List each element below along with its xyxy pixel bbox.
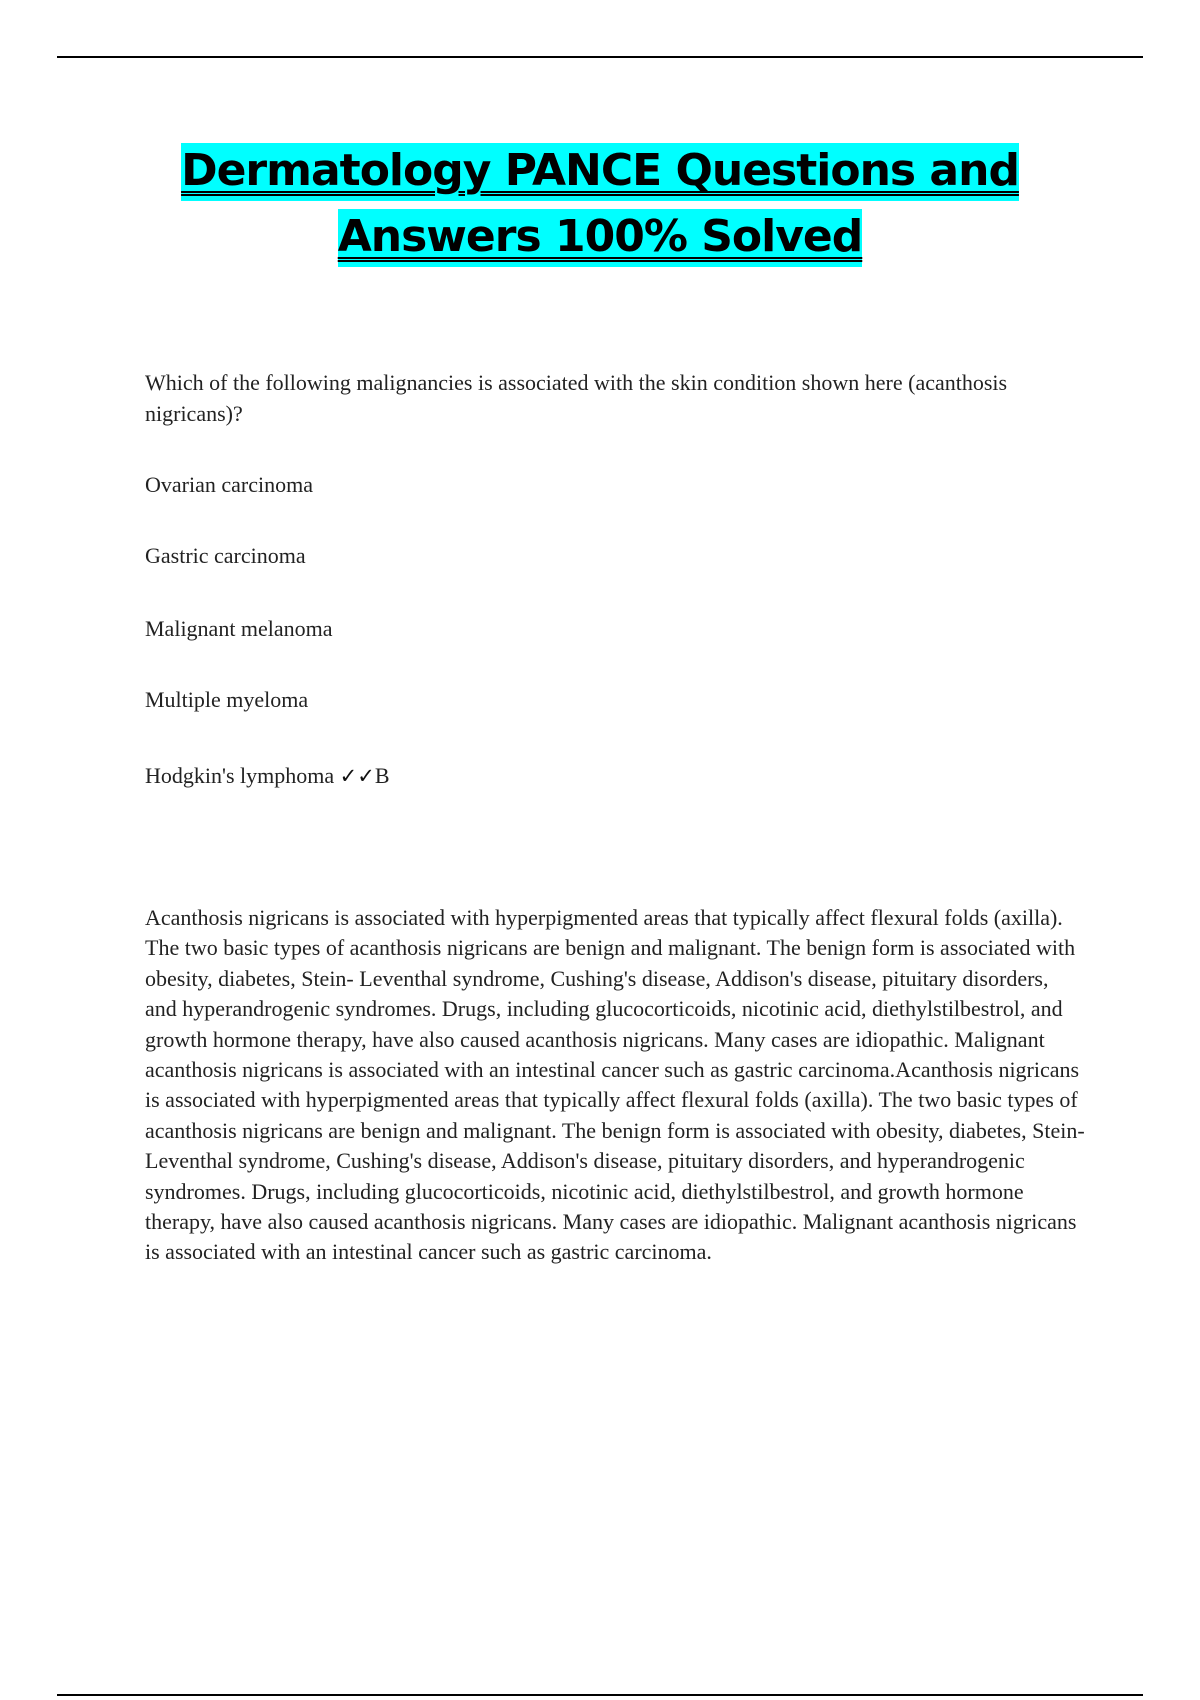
title-line-1: Dermatology PANCE Questions and <box>181 143 1019 201</box>
double-check-icon: ✓✓ <box>339 764 375 788</box>
option-hodgkins-lymphoma-label: Hodgkin's lymphoma <box>145 763 335 788</box>
answer-letter: B <box>374 763 390 788</box>
option-ovarian-carcinoma: Ovarian carcinoma <box>145 472 313 497</box>
option-hodgkins-lymphoma <box>145 760 1080 792</box>
bottom-rule <box>57 1694 1143 1696</box>
title-line-2: Answers 100% Solved <box>338 209 863 267</box>
option-gastric-carcinoma: Gastric carcinoma <box>145 543 306 568</box>
document-title <box>0 138 1200 270</box>
top-rule <box>57 56 1143 58</box>
option-malignant-melanoma: Malignant melanoma <box>145 616 333 641</box>
question-text: Which of the following malignancies is associated with the skin condition shown here (acanthosis nigricans)? <box>145 370 1008 426</box>
answer-explanation: Acanthosis nigricans is associated with hyperpigmented areas that typically affect flexural folds (axilla). The two basic types of acanthosis nigricans are benign and malignant. The benign form is associated with obesity, diabetes, Stein- Leventhal syndrome, Cushing's disease, Addison's disease, pituitary disorders, and hyperandrogenic syndromes. Drugs, including glucocorticoids, nicotinic acid, diethylstilbestrol, and growth hormone therapy, have also caused acanthosis nigricans. Many cases are idiopathic. Malignant acanthosis nigricans is associated with an intestinal cancer such as gastric carcinoma.Acanthosis nigricans is associated with hyperpigmented areas that typically affect flexural folds (axilla). The two basic types of acanthosis nigricans are benign and malignant. The benign form is associated with obesity, diabetes, Stein- Leventhal syndrome, Cushing's disease, Addison's disease, pituitary disorders, and hyperandrogenic syndromes. Drugs, including glucocorticoids, nicotinic acid, diethylstilbestrol, and growth hormone therapy, have also caused acanthosis nigricans. Many cases are idiopathic. Malignant acanthosis nigricans is associated with an intestinal cancer such as gastric carcinoma. <box>145 905 1085 1265</box>
option-multiple-myeloma: Multiple myeloma <box>145 687 309 712</box>
